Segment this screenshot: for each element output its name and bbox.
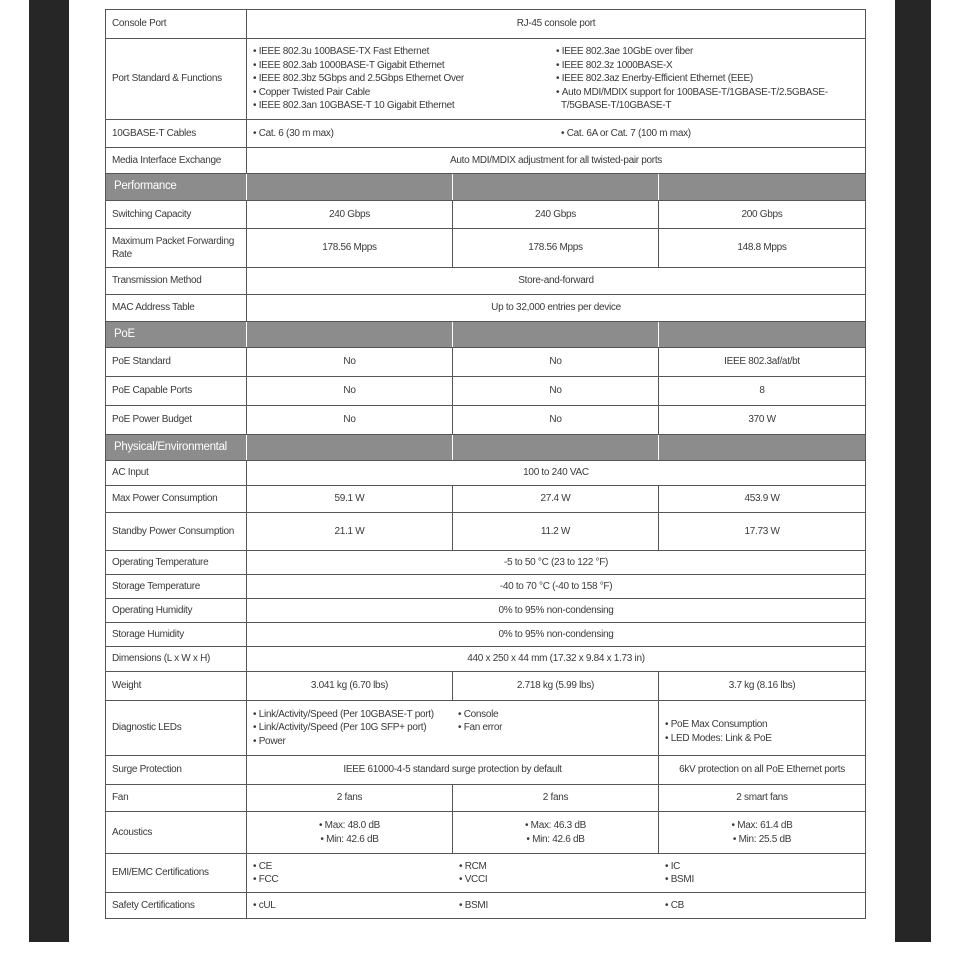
row-value: 440 x 250 x 44 mm (17.32 x 9.84 x 1.73 in) (247, 647, 866, 672)
cell: No (247, 406, 453, 435)
row-value: Up to 32,000 entries per device (247, 295, 866, 322)
row-transmission (106, 268, 866, 295)
cell: 8 (659, 377, 866, 406)
cell: 3.041 kg (6.70 lbs) (247, 672, 453, 701)
list-item: • IC (665, 860, 694, 874)
row-ac-input (106, 461, 866, 486)
row-dimensions (106, 647, 866, 672)
cell: 17.73 W (659, 513, 866, 551)
row-label: Standby Power Consumption (106, 513, 247, 551)
row-acoustics (106, 812, 866, 854)
row-cables (106, 120, 866, 148)
row-label: Transmission Method (106, 268, 247, 295)
list-item: • Auto MDI/MDIX support for 100BASE-T/1GBASE-T/2.5GBASE- (556, 86, 859, 100)
list-item: • IEEE 802.3ab 1000BASE-T Gigabit Ethernet (253, 59, 556, 73)
cell: No (247, 377, 453, 406)
cell: 6kV protection on all PoE Ethernet ports (659, 756, 866, 785)
cell: 178.56 Mpps (453, 229, 659, 268)
right-border-bar (895, 0, 931, 942)
cell: 11.2 W (453, 513, 659, 551)
row-poe-budget (106, 406, 866, 435)
row-value (247, 893, 866, 919)
row-value (247, 701, 659, 756)
row-value (247, 120, 866, 148)
row-mac-table (106, 295, 866, 322)
row-value: Store-and-forward (247, 268, 866, 295)
row-label: Operating Temperature (106, 551, 247, 575)
list-item: • VCCI (459, 873, 665, 887)
row-safety (106, 893, 866, 919)
row-label: Fan (106, 785, 247, 812)
cell: 2 smart fans (659, 785, 866, 812)
row-media-interface (106, 148, 866, 174)
row-label: PoE Standard (106, 348, 247, 377)
list-item: • Copper Twisted Pair Cable (253, 86, 556, 100)
row-label: Weight (106, 672, 247, 701)
cell: No (247, 348, 453, 377)
list-item: • CE (253, 860, 459, 874)
list-item: • Cat. 6 (30 m max) (253, 127, 551, 141)
list-item: • Min: 25.5 dB (665, 833, 859, 847)
row-value (247, 854, 866, 893)
row-label: 10GBASE-T Cables (106, 120, 247, 148)
row-label: Surge Protection (106, 756, 247, 785)
row-value (247, 39, 866, 120)
row-value: RJ-45 console port (247, 10, 866, 39)
row-max-power (106, 486, 866, 513)
cell: 178.56 Mpps (247, 229, 453, 268)
list-item: • CB (665, 899, 684, 913)
cell (453, 812, 659, 854)
cell: 21.1 W (247, 513, 453, 551)
cell: 3.7 kg (8.16 lbs) (659, 672, 866, 701)
row-port-standard (106, 39, 866, 120)
list-item: • Max: 46.3 dB (459, 819, 652, 833)
cell: 59.1 W (247, 486, 453, 513)
cell: 453.9 W (659, 486, 866, 513)
left-border-bar (29, 0, 69, 942)
list-item: • IEEE 802.3bz 5Gbps and 2.5Gbps Ethernet Over (253, 72, 556, 86)
section-title: PoE (106, 322, 247, 348)
row-label: PoE Power Budget (106, 406, 247, 435)
row-label: AC Input (106, 461, 247, 486)
row-label: Storage Humidity (106, 623, 247, 647)
cell: 27.4 W (453, 486, 659, 513)
row-label: Port Standard & Functions (106, 39, 247, 120)
list-item: • Fan error (458, 721, 502, 735)
row-value: -5 to 50 °C (23 to 122 °F) (247, 551, 866, 575)
row-value: 0% to 95% non-condensing (247, 623, 866, 647)
row-weight (106, 672, 866, 701)
row-poe-ports (106, 377, 866, 406)
cell: 370 W (659, 406, 866, 435)
cell: 2 fans (247, 785, 453, 812)
list-item: • IEEE 802.3az Enerby-Efficient Ethernet (EEE) (556, 72, 859, 86)
section-title: Physical/Environmental (106, 435, 247, 461)
port-standard-left-list (253, 45, 556, 113)
row-value: 0% to 95% non-condensing (247, 599, 866, 623)
row-value: Auto MDI/MDIX adjustment for all twisted-pair ports (247, 148, 866, 174)
cell (659, 812, 866, 854)
list-item: • Min: 42.6 dB (253, 833, 446, 847)
row-standby-power (106, 513, 866, 551)
list-item: • Max: 61.4 dB (665, 819, 859, 833)
row-op-temp (106, 551, 866, 575)
row-storage-humidity (106, 623, 866, 647)
row-label: Dimensions (L x W x H) (106, 647, 247, 672)
list-item: • Power (253, 735, 458, 749)
row-console-port (106, 10, 866, 39)
cell (247, 812, 453, 854)
row-label: EMI/EMC Certifications (106, 854, 247, 893)
list-item: • Console (458, 708, 502, 722)
cell: 2 fans (453, 785, 659, 812)
row-diagnostic-leds (106, 701, 866, 756)
row-label: MAC Address Table (106, 295, 247, 322)
cell: No (453, 348, 659, 377)
list-item: • IEEE 802.3ae 10GbE over fiber (556, 45, 859, 59)
list-item: • BSMI (665, 873, 694, 887)
list-item: T/5GBASE-T/10GBASE-T (560, 100, 672, 112)
list-item: • cUL (253, 899, 459, 913)
row-surge (106, 756, 866, 785)
cell (659, 701, 866, 756)
section-physical (106, 435, 866, 461)
section-poe (106, 322, 866, 348)
list-item: • BSMI (459, 899, 665, 913)
cell: No (453, 377, 659, 406)
list-item: • Min: 42.6 dB (459, 833, 652, 847)
row-fan (106, 785, 866, 812)
list-item: • LED Modes: Link & PoE (665, 732, 859, 746)
list-item: • RCM (459, 860, 665, 874)
row-value: 100 to 240 VAC (247, 461, 866, 486)
row-label: Console Port (106, 10, 247, 39)
row-forwarding-rate (106, 229, 866, 268)
row-label: Safety Certifications (106, 893, 247, 919)
row-label: Media Interface Exchange (106, 148, 247, 174)
list-item: • Link/Activity/Speed (Per 10G SFP+ port) (253, 721, 458, 735)
spec-table (105, 9, 866, 919)
list-item: • FCC (253, 873, 459, 887)
row-label: PoE Capable Ports (106, 377, 247, 406)
cell: IEEE 61000-4-5 standard surge protection by default (247, 756, 659, 785)
cell: 2.718 kg (5.99 lbs) (453, 672, 659, 701)
list-item: • Cat. 6A or Cat. 7 (100 m max) (561, 127, 859, 141)
row-op-humidity (106, 599, 866, 623)
cell: 200 Gbps (659, 201, 866, 229)
cell: 148.8 Mpps (659, 229, 866, 268)
list-item: • Max: 48.0 dB (253, 819, 446, 833)
row-poe-standard (106, 348, 866, 377)
row-emi (106, 854, 866, 893)
row-label: Storage Temperature (106, 575, 247, 599)
list-item: • IEEE 802.3an 10GBASE-T 10 Gigabit Ethernet (253, 99, 556, 113)
cell: IEEE 802.3af/at/bt (659, 348, 866, 377)
section-title: Performance (106, 174, 247, 201)
row-label: Max Power Consumption (106, 486, 247, 513)
list-item: • PoE Max Consumption (665, 718, 859, 732)
row-value: -40 to 70 °C (-40 to 158 °F) (247, 575, 866, 599)
row-switching-capacity (106, 201, 866, 229)
list-item: • Link/Activity/Speed (Per 10GBASE-T port) (253, 708, 458, 722)
row-label: Maximum Packet Forwarding Rate (106, 229, 247, 268)
row-label: Switching Capacity (106, 201, 247, 229)
cell: 240 Gbps (247, 201, 453, 229)
port-standard-right-list (556, 45, 859, 113)
row-storage-temp (106, 575, 866, 599)
cell: 240 Gbps (453, 201, 659, 229)
list-item: • IEEE 802.3u 100BASE-TX Fast Ethernet (253, 45, 556, 59)
row-label: Diagnostic LEDs (106, 701, 247, 756)
cell: No (453, 406, 659, 435)
section-performance (106, 174, 866, 201)
list-item: • IEEE 802.3z 1000BASE-X (556, 59, 859, 73)
row-label: Acoustics (106, 812, 247, 854)
row-label: Operating Humidity (106, 599, 247, 623)
